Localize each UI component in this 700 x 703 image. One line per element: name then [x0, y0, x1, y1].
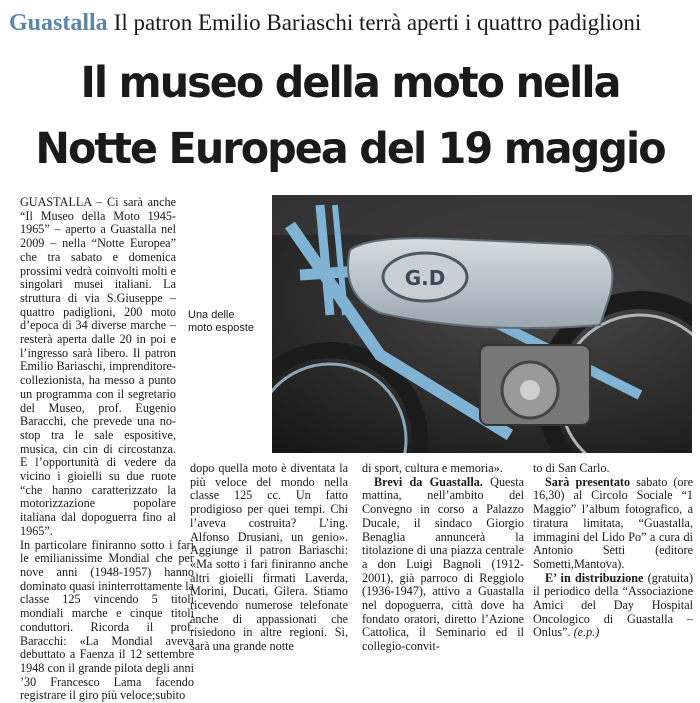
distribution-body: (gratuita) il periodico della “Associazione Amici del Day Hospital Oncologico di Guastalla – Onlus”. [533, 570, 694, 640]
kicker [9, 10, 691, 42]
motorcycle-photo [180, 195, 692, 453]
article-paragraph-5 [362, 476, 524, 654]
headline-line-2: Notte Europea del 19 maggio [35, 124, 665, 174]
article-paragraph-2: In particolare finiranno sotto i fari le emilianissime Mondial che per nove anni (1948-1957) hanno dominato quasi ininterrottamente la classe 125 vincendo 5 titoli mondiali marche e cinque titoli conduttori. Ricorda il prof. Baracchi: «La Mondial aveva debuttato a Faenza il 12 settembre 1948 con il grande pilota degli anni ’30 Francesco Lama facendo registrare il giro più veloce;subito [20, 537, 194, 703]
brevi-body: Questa mattina, nell’ambito del Convegno in corso a Palazzo Ducale, il sindaco Giorgio Benaglia annuncerà la titolazione di una piazza centrale a don Luigi Bagnoli (1912-2001), già parroco di Reggiolo (1936-1947), attivo a Guastalla nel dopoguerra, città dove ha fondato oratori, diretto l’Azione Cattolica, il Seminario ed il collegio-convit- [362, 474, 524, 654]
headline-line-1: Il museo della moto nella [80, 58, 620, 108]
kicker-place: Guastalla [9, 10, 108, 36]
article-column-3 [362, 462, 524, 654]
article-column-2 [190, 462, 348, 654]
photo-caption [188, 309, 268, 335]
kicker-subtitle: Il patron Emilio Bariaschi terrà aperti i quattro padiglioni [113, 10, 642, 35]
article-paragraph-3: dopo quella moto è diventata la più veloce del mondo nella classe 125 cc. Un fatto prodigioso per quei tempi. Chi l’aveva costruita? L’ing. Alfonso Drusiani, un genio». Aggiunge il patron Bariaschi: «Ma sotto i fari finiranno anche altri gioielli firmati Laverda, Morini, Ducati, Gilera. Stiamo ricevendo numerose telefonate anche di appassionati che risiedono in altre regioni. Sì, sarà una grande notte [190, 461, 348, 654]
tank-logo: G.D [404, 266, 446, 290]
article-column-4 [533, 462, 693, 640]
distribution-lead: E’ in distribuzione [545, 570, 644, 585]
photo-caption-line-2: moto esposte [188, 322, 255, 334]
photo-caption-line-1: Una delle [188, 309, 235, 321]
presentation-lead: Sarà presentato [545, 474, 631, 489]
article-column-1 [20, 195, 194, 703]
article-paragraph-4: di sport, cultura e memoria». [362, 461, 503, 475]
article-paragraph-7 [533, 476, 693, 572]
author-signature: (e.p.) [573, 625, 600, 640]
article-paragraph-6: to di San Carlo. [533, 461, 610, 475]
article-paragraph-1: GUASTALLA – Ci sarà anche “Il Museo della Moto 1945-1965” – aperto a Guastalla nel 2009 – nella “Notte Europea” che tra sabato e domenica prossimi vedrà coinvolti molti e singolari musei italiani. La struttura di via S.Giuseppe – quattro padiglioni, 200 moto d’epoca di 34 diverse marche – resterà aperta dalle 20 in poi e l’ingresso sarà libero. Il patron Emilio Bariaschi, imprenditore-collezionista, ha messo a punto un programma con il segretario del Museo, prof. Eugenio Baracchi, che prevede una no-stop tra le sale espositive, musica, cin cin di circostanza. E l’opportunità di vedere da vicino i gioielli su due ruote “che hanno caratterizzato la motorizzazione popolare italiana dal dopoguerra fino al 1965”. [20, 195, 176, 538]
brevi-lead: Brevi da Guastalla. [374, 474, 483, 489]
article-paragraph-8 [533, 572, 693, 641]
presentation-body: sabato (ore 16,30) al Circolo Sociale “1 Maggio” l’album fotografico, a tiratura limitata, “Guastalla, immagini del Lido Po” a cura di Antonio Setti (editore Sometti,Mantova). [533, 474, 693, 571]
caption-panel [180, 195, 272, 453]
